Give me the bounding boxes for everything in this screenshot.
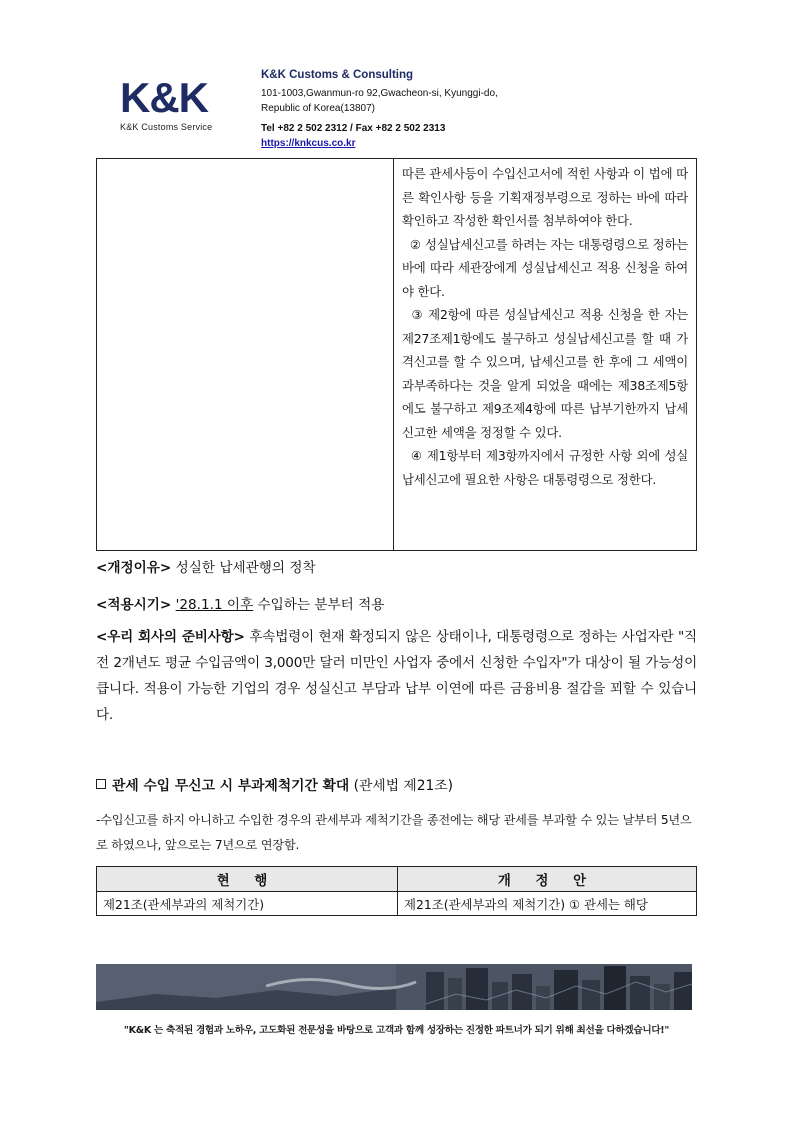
company-website-link[interactable]: https://knkcus.co.kr — [261, 138, 356, 149]
company-preparation-label: <우리 회사의 준비사항> — [96, 629, 245, 645]
table-cell-current: 제21조(관세부과의 제척기간) — [97, 892, 398, 916]
company-address-line1: 101-1003,Gwanmun-ro 92,Gwacheon-si, Kyunggi-do, — [261, 88, 498, 99]
logo-subtitle: K&K Customs Service — [120, 122, 213, 132]
footer-slogan: "K&K 는 축적된 경험과 노하우, 고도화된 전문성을 바탕으로 고객과 함께 성장하는 진정한 파트너가 되기 위해 최선을 다하겠습니다!" — [123, 1025, 670, 1036]
company-address-line2: Republic of Korea(13807) — [261, 103, 375, 114]
company-name: K&K Customs & Consulting — [261, 69, 414, 81]
footer-banner-image — [96, 964, 692, 1010]
revised-paragraph: ② 성실납세신고를 하려는 자는 대통령령으로 정하는 바에 따라 세관장에게 성실납세신고 적용 신청을 하여야 한다. — [402, 236, 692, 299]
section-title-ref: (관세법 제21조) — [349, 778, 453, 794]
checkbox-bullet-icon — [96, 779, 106, 789]
section-description: -수입신고를 하지 아니하고 수입한 경우의 관세부과 제척기간을 종전에는 해당 관세를 부과할 수 있는 날부터 5년으로 하였으나, 앞으로는 7년으로 연장함. — [96, 813, 692, 852]
application-timing-date: '28.1.1 이후 — [175, 597, 254, 613]
revision-reason-label: <개정이유> — [96, 560, 172, 576]
revision-reason — [96, 556, 697, 576]
company-phone: Tel +82 2 502 2312 / Fax +82 2 502 2313 — [261, 123, 446, 134]
application-timing — [96, 593, 697, 613]
comparison-table — [96, 866, 697, 916]
company-preparation — [96, 624, 697, 728]
revised-paragraph: ③ 제2항에 따른 성실납세신고 적용 신청을 한 자는 제27조제1항에도 불구하고 성실납세신고를 할 때 가격신고를 할 수 있으며, 납세신고를 한 후에 그 세액이 과부족하다는 것을 알게 되었을 때에는 제38조제5항에도 불구하고 제9조제4항에 따른 납부기한까지 납세신고한 세액을 정정할 수 있다. — [402, 307, 692, 440]
logo-mark: K&K — [120, 74, 208, 121]
table-cell-current-empty — [97, 159, 394, 551]
city-skyline-graphic — [96, 964, 692, 1010]
revised-paragraph: ④ 제1항부터 제3항까지에서 규정한 사항 외에 성실납세신고에 필요한 사항은 대통령령으로 정한다. — [402, 448, 688, 487]
table-cell-revised — [394, 159, 697, 551]
law-comparison-table — [96, 158, 697, 551]
revised-paragraph: 따른 관세사등이 수입신고서에 적힌 사항과 이 법에 따른 확인사항 등을 기획재정부령으로 정하는 바에 따라 확인하고 작성한 확인서를 첨부하여야 한다. — [402, 166, 688, 228]
column-header-revised: 개 정 안 — [398, 867, 697, 892]
application-timing-label: <적용시기> — [96, 597, 172, 613]
column-header-current: 현 행 — [97, 867, 398, 892]
company-info — [261, 68, 498, 151]
section-heading — [96, 774, 697, 794]
table-cell-revised: 제21조(관세부과의 제척기간) ① 관세는 해당 — [398, 892, 697, 916]
section-title: 관세 수입 무신고 시 부과제척기간 확대 — [112, 778, 350, 794]
application-timing-text: 수입하는 분부터 적용 — [253, 597, 385, 613]
letterhead — [120, 68, 680, 154]
company-logo — [120, 76, 230, 132]
revision-reason-text: 성실한 납세관행의 정착 — [171, 560, 316, 576]
company-preparation-text: 후속법령이 현재 확정되지 않은 상태이나, 대통령령으로 정하는 사업자란 "직전 2개년도 평균 수입금액이 3,000만 달러 미만인 사업자 중에서 신청한 수입자"가 대상이 될 가능성이 큽니다. 적용이 가능한 기업의 경우 성실신고 부담과 납부 이연에 따른 금융비용 절감을 꾀할 수 있습니다. — [96, 629, 697, 723]
